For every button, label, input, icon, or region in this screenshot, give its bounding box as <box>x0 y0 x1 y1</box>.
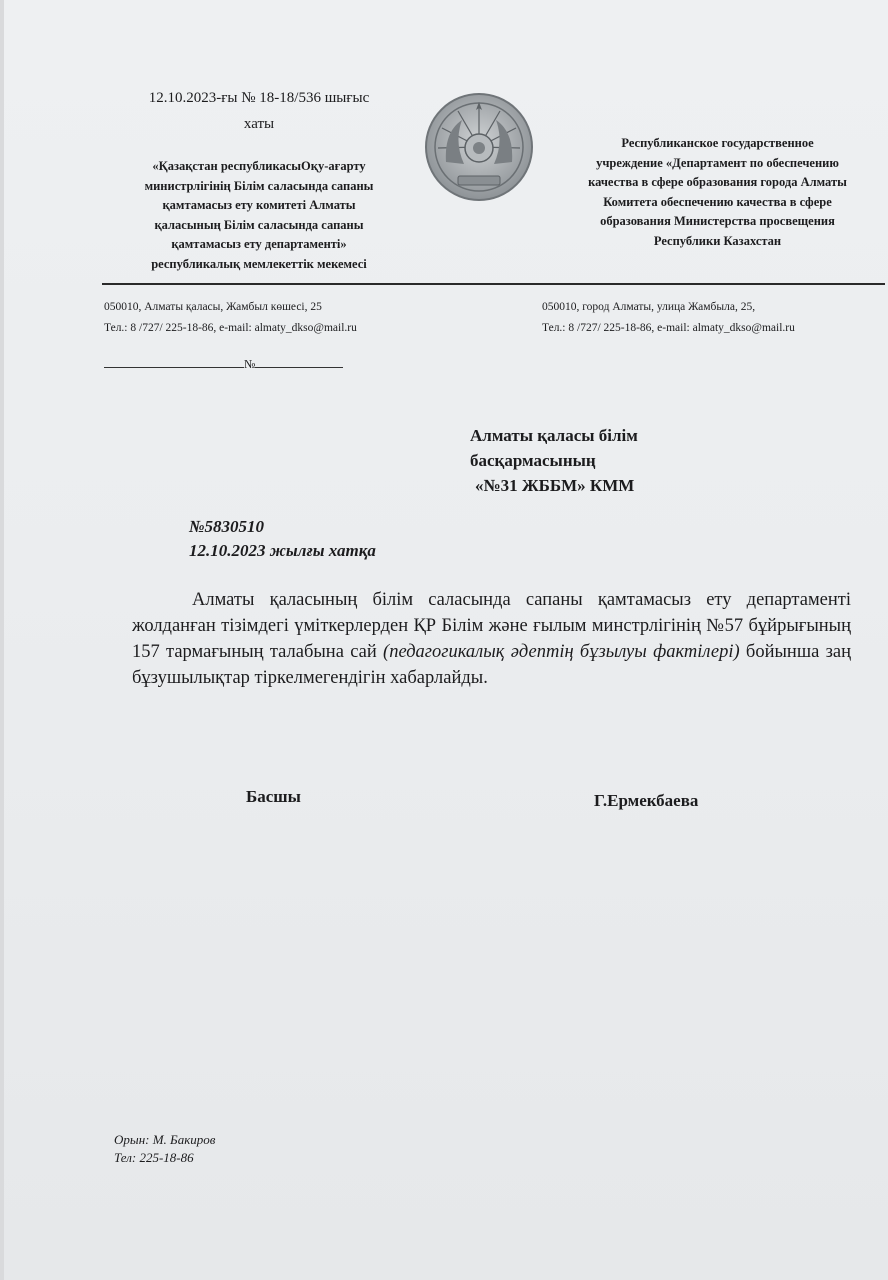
sender-org-russian-line: Республики Казахстан <box>653 233 782 248</box>
body-text-part2: бойынша заң бұзушылықтар тіркелмегендігін хабарлайды. <box>132 642 851 688</box>
date-blank <box>104 355 244 368</box>
contact-line: Тел.: 8 /727/ 225-18-86, e-mail: almaty_dkso@mail.ru <box>104 322 357 334</box>
signatory-name: Г.Ермекбаева <box>594 791 699 810</box>
executor-phone: Тел: 225-18-86 <box>114 1150 194 1165</box>
executor-block <box>114 1131 215 1167</box>
sender-org-kazakh-line: қамтамасыз ету департаменті» <box>171 237 347 251</box>
sender-org-russian-line: образования Министерства просвещения <box>600 214 835 228</box>
addressee-block <box>470 423 638 498</box>
sender-org-russian-line: качества в сфере образования города Алматы <box>588 175 847 189</box>
number-sign: № <box>244 357 256 371</box>
sender-org-kazakh-line: «Қазақстан республикасыОқу-ағарту <box>152 159 366 173</box>
sender-org-kazakh-line: қаласының Білім саласында сапаны <box>154 217 364 232</box>
sender-org-kazakh-line: қамтамасыз ету комитеті Алматы <box>162 198 356 212</box>
number-blank <box>255 355 343 368</box>
sender-org-russian-line: Комитета обеспечению качества в сфере <box>603 194 832 209</box>
outgoing-ref-line1: 12.10.2023-ғы № 18-18/536 шығыс <box>148 90 370 106</box>
address-block-kazakh <box>104 297 504 339</box>
address-line: 050010, Алматы қаласы, Жамбыл көшесі, 25 <box>104 301 322 313</box>
outgoing-ref-line2: хаты <box>243 116 275 132</box>
address-block-russian <box>542 297 882 339</box>
document-page <box>4 0 888 1280</box>
sender-org-kazakh-line: республикалық мемлекеттік мекемесі <box>151 256 367 271</box>
body-text-italic: (педагогикалық әдептің бұзылуы фактілері) <box>383 642 740 662</box>
executor-name: Орын: М. Бакиров <box>114 1132 216 1147</box>
body-text-part1: Алматы қаласының білім саласында сапаны қамтамасыз ету департаменті жолданған тізімдегі үміткерлерден ҚР Білім және ғылым минстрлігінің №57 бұйрығының 157 тармағының талабына сай <box>132 590 851 662</box>
address-line: 050010, город Алматы, улица Жамбыла, 25, <box>542 301 756 313</box>
reply-reference <box>189 515 376 563</box>
sender-org-kazakh <box>104 157 414 274</box>
letter-body <box>132 587 851 691</box>
addressee-line: «№31 ЖББМ» КММ <box>475 476 635 495</box>
sender-org-russian-line: учреждение «Департамент по обеспечению <box>596 155 839 170</box>
sender-org-russian-line: Республиканское государственное <box>621 136 814 150</box>
addressee-line: Алматы қаласы білім <box>470 426 638 445</box>
signatory-role: Басшы <box>246 787 301 806</box>
sender-org-russian <box>550 134 885 251</box>
registration-number-line <box>104 355 343 372</box>
addressee-line: басқармасының <box>470 451 596 470</box>
reply-reference-number: №5830510 <box>189 517 265 536</box>
outgoing-letter-reference <box>104 85 414 137</box>
header-divider <box>102 283 885 285</box>
contact-line: Тел.: 8 /727/ 225-18-86, e-mail: almaty_dkso@mail.ru <box>542 322 795 334</box>
reply-reference-date: 12.10.2023 жылғы хатқа <box>189 541 376 560</box>
sender-org-kazakh-line: министрлігінің Білім саласында сапаны <box>144 178 374 193</box>
kazakhstan-state-emblem-icon <box>424 92 534 202</box>
